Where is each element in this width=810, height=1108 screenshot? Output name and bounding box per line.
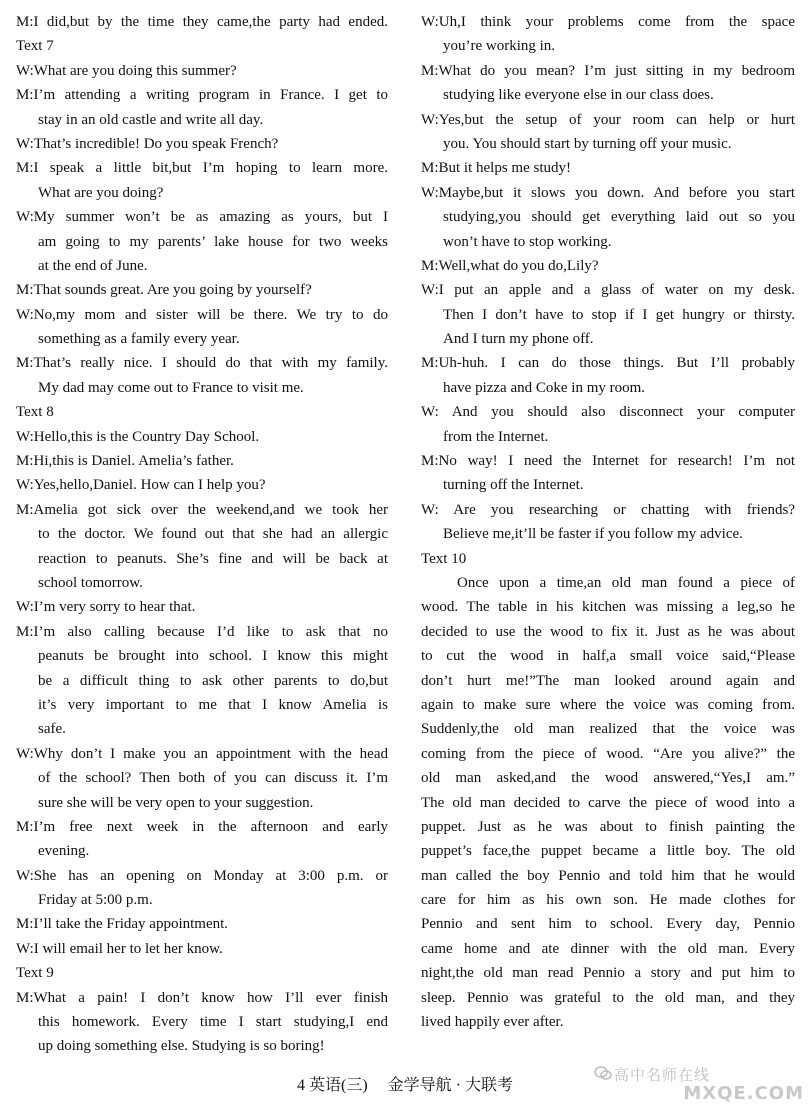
text-line: night,the old man read Pennio a story and put him to: [421, 965, 795, 982]
text-line: don’t hurt me!”The man looked around again and: [421, 672, 795, 689]
text-line: Once upon a time,an old man found a piece of: [457, 574, 795, 591]
text-line: Suddenly,the old man realized that the voice was: [421, 721, 795, 738]
text-line: W: And you should also disconnect your computer: [421, 404, 795, 421]
section-heading: Text 10: [421, 550, 467, 567]
text-line: M:What do you mean? I’m just sitting in my bedroom: [421, 62, 795, 79]
text-line: care for him as his own son. He made clothes for: [421, 892, 795, 909]
text-line: M:Uh-huh. I can do those things. But I’ll probably: [421, 355, 795, 372]
text-line: puppet. Just as he was about to finish painting the: [421, 818, 795, 835]
text-line: M:No way! I need the Internet for research! I’m not: [421, 453, 795, 470]
text-line: turning off the Internet.: [443, 477, 584, 494]
text-line: reaction to peanuts. She’s fine and will be back at: [38, 550, 388, 567]
left-column: [16, 10, 388, 1059]
text-line: peanuts be brought into school. I know this might: [38, 648, 388, 665]
text-line: studying like everyone else in our class does.: [443, 87, 714, 104]
text-line: M:I’m attending a writing program in France. I get to: [16, 87, 388, 104]
text-line: studying,you should get everything laid out so you: [443, 209, 795, 226]
text-line: M:I speak a little bit,but I’m hoping to learn more.: [16, 160, 388, 177]
text-line: safe.: [38, 721, 66, 738]
text-line: coming from the piece of wood. “Are you alive?” the: [421, 745, 795, 762]
text-line: W:Maybe,but it slows you down. And before you start: [421, 184, 795, 201]
text-line: lived happily ever after.: [421, 1014, 564, 1031]
right-column: [421, 10, 795, 1034]
watermark-url: MXQE.COM: [683, 1083, 804, 1104]
text-line: am going to my parents’ lake house for two weeks: [38, 233, 388, 250]
section-heading: Text 9: [16, 965, 54, 982]
text-line: sure she will be very open to your suggestion.: [38, 794, 314, 811]
section-heading: Text 7: [16, 38, 54, 55]
text-line: of the school? Then both of you can discuss it. I’m: [38, 770, 388, 787]
text-line: M:But it helps me study!: [421, 160, 571, 177]
text-line: man called the boy Pennio and told him that he would: [421, 867, 795, 884]
text-line: M:Well,what do you do,Lily?: [421, 257, 599, 274]
text-line: W:Yes,hello,Daniel. How can I help you?: [16, 477, 266, 494]
text-line: wood. The table in his kitchen was missing a leg,so he: [421, 599, 795, 616]
text-line: W:I put an apple and a glass of water on my desk.: [421, 282, 795, 299]
text-line: evening.: [38, 843, 90, 860]
text-line: M:Hi,this is Daniel. Amelia’s father.: [16, 453, 234, 470]
text-line: came home and ate dinner with the old man. Every: [421, 940, 795, 957]
text-line: Then I don’t have to stop if I get hungry or thirsty.: [443, 306, 795, 323]
text-line: W:Yes,but the setup of your room can help or hurt: [421, 111, 795, 128]
text-line: W:That’s incredible! Do you speak French?: [16, 135, 279, 152]
text-line: puppet’s face,the puppet became a little boy. The old: [421, 843, 795, 860]
text-line: M:I’ll take the Friday appointment.: [16, 916, 229, 933]
text-line: M:What a pain! I don’t know how I’ll ever finish: [16, 989, 388, 1006]
text-line: M:I’m also calling because I’d like to ask that no: [16, 623, 388, 640]
text-line: W:Uh,I think your problems come from the space: [421, 14, 795, 30]
page-label: 4 英语(三): [296, 1077, 368, 1094]
text-line: W:No,my mom and sister will be there. We try to do: [16, 306, 388, 323]
text-line: from the Internet.: [443, 428, 549, 445]
text-line: M:Amelia got sick over the weekend,and we took her: [16, 501, 388, 518]
text-line: something as a family every year.: [38, 331, 240, 348]
watermark-text: 高中名师在线: [614, 1066, 711, 1084]
text-line: to cut the wood in half,a small voice said,“Please: [421, 648, 795, 665]
text-line: M:That sounds great. Are you going by yourself?: [16, 282, 312, 299]
text-line: stay in an old castle and write all day.: [38, 111, 264, 128]
text-line: W:Hello,this is the Country Day School.: [16, 428, 260, 445]
text-line: Friday at 5:00 p.m.: [38, 892, 153, 909]
text-line: you. You should start by turning off your music.: [443, 135, 732, 152]
text-line: you’re working in.: [443, 38, 556, 55]
text-line: W:I’m very sorry to hear that.: [16, 599, 196, 616]
text-line: W: Are you researching or chatting with friends?: [421, 501, 795, 518]
watermark: [594, 1060, 804, 1104]
text-line: And I turn my phone off.: [443, 331, 594, 348]
text-line: up doing something else. Studying is so boring!: [38, 1038, 325, 1055]
text-line: it’s very important to me that I know Amelia is: [38, 696, 388, 713]
text-line: W:What are you doing this summer?: [16, 62, 237, 79]
section-heading: Text 8: [16, 404, 54, 421]
text-line: Pennio and sent him to school. Every day, Pennio: [421, 916, 795, 933]
text-line: W:My summer won’t be as amazing as yours, but I: [16, 209, 388, 226]
text-line: M:I’m free next week in the afternoon and early: [16, 818, 388, 835]
publisher-label: 金学导航 · 大联考: [387, 1077, 513, 1094]
text-line: again to make sure where the voice was coming from.: [421, 696, 795, 713]
text-line: My dad may come out to France to visit me.: [38, 379, 304, 396]
text-line: Believe me,it’ll be faster if you follow my advice.: [443, 526, 743, 543]
text-line: at the end of June.: [38, 257, 148, 274]
text-line: M:I did,but by the time they came,the party had ended.: [16, 14, 388, 30]
text-line: decided to use the wood to fix it. Just as he was about: [421, 623, 795, 640]
text-line: W:I will email her to let her know.: [16, 940, 223, 957]
text-line: The old man decided to carve the piece of wood into a: [421, 794, 795, 811]
wechat-icon: [594, 1064, 612, 1082]
text-line: be a difficult thing to ask other parents to do,but: [38, 672, 388, 689]
text-line: old man asked,and the wood answered,“Yes,I am.”: [421, 770, 795, 787]
text-line: W:She has an opening on Monday at 3:00 p.m. or: [16, 867, 388, 884]
text-line: W:Why don’t I make you an appointment with the head: [16, 745, 388, 762]
text-line: M:That’s really nice. I should do that with my family.: [16, 355, 388, 372]
text-line: have pizza and Coke in my room.: [443, 379, 646, 396]
text-line: to the doctor. We found out that she had an allergic: [38, 526, 388, 543]
text-line: this homework. Every time I start studying,I end: [38, 1014, 388, 1031]
text-line: sleep. Pennio was grateful to the old man, and they: [421, 989, 795, 1006]
text-line: won’t have to stop working.: [443, 233, 612, 250]
text-line: school tomorrow.: [38, 574, 143, 591]
text-line: What are you doing?: [38, 184, 164, 201]
